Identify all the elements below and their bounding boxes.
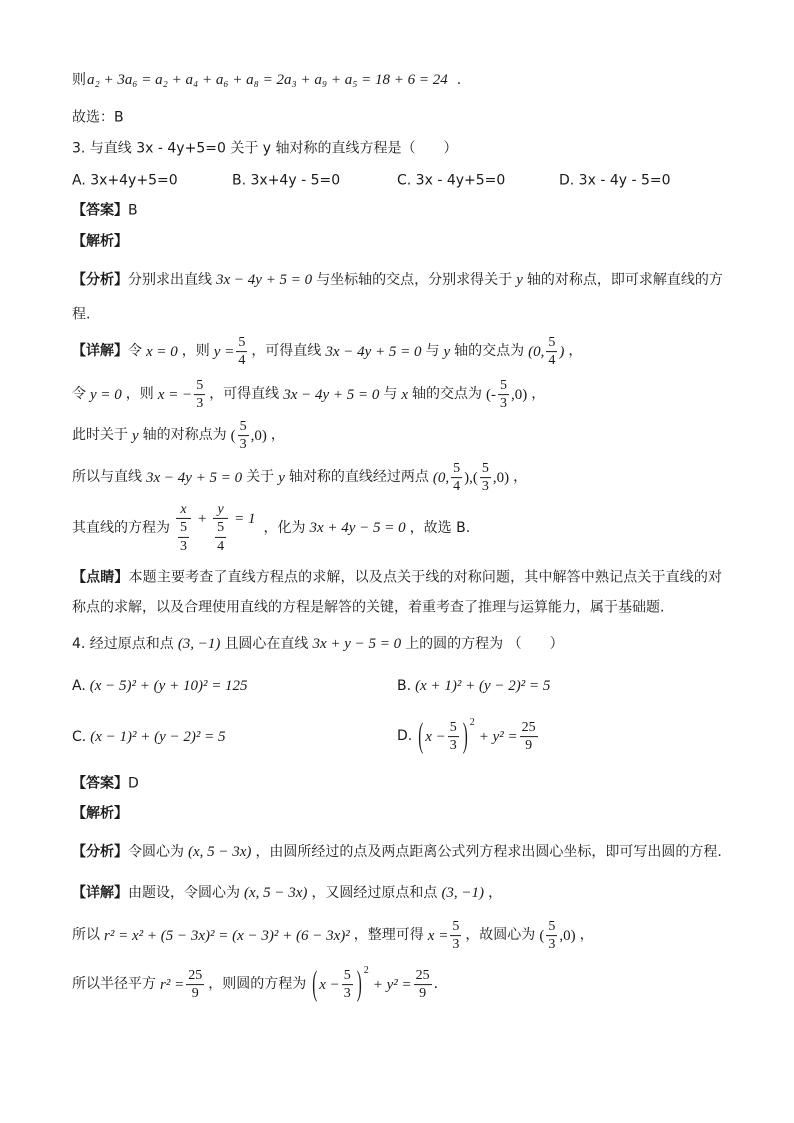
answer-label: 【答案】 bbox=[72, 202, 128, 219]
fraction bbox=[414, 968, 432, 1002]
fraction-numerator: 25 bbox=[520, 720, 538, 737]
math-expression: (0, bbox=[528, 344, 545, 360]
fraction bbox=[342, 968, 353, 1002]
left-paren: ( bbox=[418, 718, 424, 756]
text-run: ，故选 B. bbox=[409, 519, 471, 536]
fraction-numerator: 5 bbox=[480, 461, 491, 478]
math-expression: (x − 5)² + (y + 10)² = 125 bbox=[89, 678, 248, 694]
math-expression: y bbox=[443, 344, 451, 360]
fraction-denominator: 4 bbox=[548, 353, 556, 369]
line-equation bbox=[174, 502, 260, 554]
q3-detail-line-3 bbox=[72, 419, 285, 453]
right-paren: ) bbox=[356, 966, 362, 1004]
fraction-denominator: 3 bbox=[481, 479, 489, 495]
text-run: ，化为 bbox=[263, 519, 306, 536]
q3-detail-line-4 bbox=[72, 461, 527, 495]
fraction-denominator: 3 bbox=[180, 538, 187, 554]
text-run: 则 bbox=[72, 71, 86, 88]
q3-option-b: B. 3x+4y - 5=0 bbox=[232, 172, 341, 189]
text-run: ，整理可得 bbox=[353, 927, 424, 944]
math-expression: (x − 1)² + (y − 2)² = 5 bbox=[90, 729, 226, 745]
text-run: ，则 bbox=[125, 386, 154, 403]
text-run: ， bbox=[270, 427, 285, 444]
math-expression: y = 0 bbox=[90, 387, 122, 403]
q4-detail-line-2 bbox=[72, 919, 594, 953]
analysis-label: 【分析】 bbox=[72, 843, 128, 860]
math-expression: y bbox=[278, 470, 285, 486]
fraction-denominator: 9 bbox=[191, 986, 199, 1002]
text-run: 令圆心为 bbox=[128, 843, 184, 860]
q4-option-d bbox=[397, 717, 540, 756]
math-expression: x − bbox=[319, 977, 340, 993]
text-run: 轴的交点为 bbox=[454, 343, 525, 360]
fraction-numerator: 5 bbox=[546, 335, 557, 352]
q4-option-b bbox=[397, 677, 554, 695]
text-run: . bbox=[456, 71, 462, 88]
fraction-numerator: 25 bbox=[414, 968, 432, 985]
fraction bbox=[546, 919, 557, 953]
math-expression: (- bbox=[486, 387, 497, 403]
math-expression: + y² = bbox=[478, 729, 518, 745]
text-run: 与 bbox=[383, 386, 398, 403]
fraction-denominator: 4 bbox=[238, 353, 246, 369]
detail-label: 【详解】 bbox=[72, 884, 128, 901]
text-run: 所以 bbox=[72, 927, 100, 944]
q4-detail-line-3 bbox=[72, 965, 439, 1004]
fraction-numerator: 5 bbox=[546, 919, 557, 936]
math-expression: (3, −1) bbox=[177, 636, 221, 652]
fraction-numerator: y bbox=[213, 502, 228, 519]
q3-stem bbox=[72, 141, 458, 158]
text-run: 由题设，令圆心为 bbox=[128, 884, 240, 901]
math-expression: y = bbox=[213, 344, 235, 360]
fraction-numerator: 5 bbox=[498, 378, 509, 395]
text-run: ，可得直线 bbox=[251, 343, 322, 360]
answer-value: D bbox=[128, 775, 139, 792]
math-expression: ,0) bbox=[559, 928, 576, 944]
math-expression: ,0) bbox=[511, 387, 528, 403]
text-run: ，则 bbox=[181, 343, 210, 360]
squared-group bbox=[310, 965, 369, 1004]
exponent: 2 bbox=[363, 965, 369, 977]
math-expression: (0, bbox=[432, 470, 450, 486]
math-expression: r² = bbox=[160, 977, 185, 993]
text-run: 轴对称的直线经过两点 bbox=[288, 469, 429, 486]
left-paren: ( bbox=[312, 966, 318, 1004]
text-run: ，则圆的方程为 bbox=[208, 976, 307, 993]
q4-solution-label-line bbox=[72, 806, 128, 823]
math-expression: 3x + y − 5 = 0 bbox=[312, 636, 402, 652]
text-run: 其直线的方程为 bbox=[72, 519, 170, 536]
fraction-numerator: 5 bbox=[448, 720, 459, 737]
math-expression: y bbox=[132, 428, 139, 444]
q4-analysis-line bbox=[72, 843, 722, 861]
text-run: 轴的对称点，即可求解直线的方 bbox=[526, 271, 723, 288]
q3-analysis-line-2 bbox=[72, 307, 90, 324]
text-run: ， bbox=[579, 927, 594, 944]
detail-label: 【详解】 bbox=[72, 343, 128, 360]
right-paren: ) bbox=[462, 718, 468, 756]
text-run: 轴的对称点为 bbox=[142, 427, 227, 444]
text-run: 分别求出直线 bbox=[128, 271, 212, 288]
text-run: 关于 bbox=[246, 469, 275, 486]
fraction-denominator: 3 bbox=[239, 437, 247, 453]
math-expression: 3x − 4y + 5 = 0 bbox=[283, 387, 380, 403]
q4-option-a bbox=[72, 677, 252, 695]
fraction-numerator: 25 bbox=[186, 968, 204, 985]
fraction bbox=[451, 461, 462, 495]
text-run: ， bbox=[513, 469, 528, 486]
q4-stem bbox=[72, 635, 564, 653]
q3-option-d: D. 3x - 4y - 5=0 bbox=[559, 172, 671, 189]
math-expression: r² = x² + (5 − 3x)² = (x − 3)² + (6 − 3x)² bbox=[104, 928, 350, 944]
math-operator: + bbox=[197, 510, 208, 527]
text-run: 4. 经过原点和点 bbox=[72, 635, 174, 652]
answer-value: B bbox=[128, 202, 138, 219]
fraction bbox=[194, 378, 205, 412]
fraction bbox=[450, 919, 461, 953]
math-expression: ),( bbox=[464, 470, 478, 486]
fraction bbox=[480, 461, 491, 495]
math-expression: a₂ + 3a₆ = a₂ + a₄ + a₆ + a₈ = 2a₃ + a₉ + a₅ = 18 + 6 = 24 bbox=[87, 72, 448, 88]
fraction bbox=[213, 502, 228, 554]
math-expression: (x, 5 − 3x) bbox=[244, 885, 308, 901]
text-run: ，由圆所经过的点及两点距离公式列方程求出圆心坐标，即可写出圆的方程. bbox=[255, 843, 722, 860]
solution-label: 【解析】 bbox=[72, 805, 128, 822]
fraction bbox=[236, 335, 247, 369]
option-label: C. bbox=[72, 728, 87, 745]
text-run: 且圆心在直线 bbox=[224, 635, 309, 652]
math-expression: x − bbox=[425, 729, 446, 745]
q3-detail-line-1 bbox=[72, 335, 582, 369]
fraction-denominator bbox=[176, 519, 191, 554]
q3-stem-text: 3. 与直线 3x - 4y+5=0 关于 y 轴对称的直线方程是（ ） bbox=[72, 140, 458, 157]
fraction bbox=[520, 720, 538, 754]
q2-choice: 故选：B bbox=[72, 109, 124, 126]
q2-choice-line bbox=[72, 110, 124, 127]
math-expression: ( bbox=[539, 928, 545, 944]
text-run: 本题主要考查了直线方程点的求解，以及点关于线的对称问题，其中解答中熟记点关于直线的对 bbox=[128, 569, 723, 586]
q4-detail-line-1 bbox=[72, 884, 502, 902]
q3-option-c: C. 3x - 4y+5=0 bbox=[397, 172, 506, 189]
math-expression: (x, 5 − 3x) bbox=[188, 844, 252, 860]
text-run: 轴的交点为 bbox=[412, 386, 483, 403]
fraction-denominator bbox=[213, 519, 228, 554]
fraction-numerator: 5 bbox=[451, 461, 462, 478]
option-label: B. bbox=[397, 677, 412, 694]
q2-conclusion-line bbox=[72, 71, 461, 89]
text-run: 此时关于 bbox=[72, 427, 128, 444]
text-run: ， bbox=[568, 343, 583, 360]
q3-detail-line-2 bbox=[72, 378, 545, 412]
fraction-numerator: 5 bbox=[342, 968, 353, 985]
text-run: 令 bbox=[72, 386, 86, 403]
q3-solution-label-line bbox=[72, 234, 128, 251]
math-expression: ,0) bbox=[492, 470, 510, 486]
text-run: ，又圆经过原点和点 bbox=[311, 884, 438, 901]
fraction-numerator: x bbox=[176, 502, 191, 519]
answer-label: 【答案】 bbox=[72, 775, 128, 792]
option-label: D. bbox=[397, 728, 413, 745]
fraction bbox=[546, 335, 557, 369]
text-run: ， bbox=[488, 884, 503, 901]
math-expression: ,0) bbox=[250, 428, 267, 444]
fraction bbox=[448, 720, 459, 754]
comment-label: 【点睛】 bbox=[72, 569, 129, 586]
math-expression: (x + 1)² + (y − 2)² = 5 bbox=[415, 678, 551, 694]
fraction-denominator: 3 bbox=[548, 937, 556, 953]
fraction bbox=[178, 520, 189, 554]
math-expression: x bbox=[401, 387, 409, 403]
fraction-denominator: 9 bbox=[525, 738, 533, 754]
math-expression: = 1 bbox=[234, 510, 256, 527]
q4-answer-line bbox=[72, 776, 139, 793]
fraction-numerator: 5 bbox=[178, 520, 189, 537]
solution-label: 【解析】 bbox=[72, 233, 128, 250]
fraction bbox=[498, 378, 509, 412]
q3-answer-line bbox=[72, 203, 138, 220]
math-expression: x = bbox=[427, 928, 449, 944]
exponent: 2 bbox=[469, 717, 475, 729]
fraction-numerator: 5 bbox=[450, 919, 461, 936]
q3-comment-line-2 bbox=[72, 600, 664, 617]
text-run: ，可得直线 bbox=[209, 386, 280, 403]
math-expression: x = 0 bbox=[146, 344, 178, 360]
text-run: 与坐标轴的交点，分别求得关于 bbox=[316, 271, 513, 288]
q3-detail-line-5 bbox=[72, 502, 470, 554]
math-expression: ( bbox=[230, 428, 236, 444]
fraction-numerator: 5 bbox=[236, 335, 247, 352]
fraction-numerator: 5 bbox=[215, 520, 226, 537]
text-run: 所以与直线 bbox=[72, 469, 142, 486]
fraction-denominator: 3 bbox=[452, 937, 460, 953]
math-expression: + y² = bbox=[372, 977, 412, 993]
fraction-denominator: 9 bbox=[419, 986, 427, 1002]
analysis-label: 【分析】 bbox=[72, 271, 128, 288]
text-run: 称点的求解，以及合理使用直线的方程是解答的关键，着重考查了推理与运算能力，属于基础题. bbox=[72, 599, 665, 616]
q3-comment-line-1 bbox=[72, 570, 722, 587]
fraction-denominator: 3 bbox=[343, 986, 351, 1002]
fraction-denominator: 3 bbox=[500, 396, 508, 412]
q3-analysis-line bbox=[72, 271, 723, 289]
fraction bbox=[186, 968, 204, 1002]
q4-option-c bbox=[72, 728, 230, 746]
fraction-denominator: 3 bbox=[196, 396, 204, 412]
fraction-denominator: 4 bbox=[453, 479, 461, 495]
math-expression: ) bbox=[559, 344, 565, 360]
option-label: A. bbox=[72, 677, 86, 694]
text-run: 上的圆的方程为 （ ） bbox=[405, 635, 564, 652]
text-run: ，故圆心为 bbox=[465, 927, 536, 944]
fraction bbox=[176, 502, 191, 554]
math-expression: 3x − 4y + 5 = 0 bbox=[216, 272, 313, 288]
math-expression: (3, −1) bbox=[441, 885, 485, 901]
fraction-denominator: 3 bbox=[449, 738, 457, 754]
text-run: 所以半径平方 bbox=[72, 976, 156, 993]
math-expression: x = − bbox=[157, 387, 193, 403]
text-run: . bbox=[433, 976, 439, 993]
fraction-denominator: 4 bbox=[217, 538, 225, 554]
text-run: ， bbox=[531, 386, 546, 403]
fraction-numerator: 5 bbox=[238, 419, 249, 436]
math-expression: 3x − 4y + 5 = 0 bbox=[325, 344, 422, 360]
math-expression: 3x − 4y + 5 = 0 bbox=[146, 470, 243, 486]
text-run: 令 bbox=[128, 343, 142, 360]
math-expression: 3x + 4y − 5 = 0 bbox=[309, 519, 406, 536]
text-run: 程. bbox=[72, 306, 91, 323]
fraction bbox=[238, 419, 249, 453]
text-run: 与 bbox=[425, 343, 440, 360]
math-expression: y bbox=[516, 272, 523, 288]
squared-group bbox=[416, 717, 475, 756]
q3-option-a: A. 3x+4y+5=0 bbox=[72, 172, 178, 189]
fraction-numerator: 5 bbox=[194, 378, 205, 395]
fraction bbox=[215, 520, 226, 554]
